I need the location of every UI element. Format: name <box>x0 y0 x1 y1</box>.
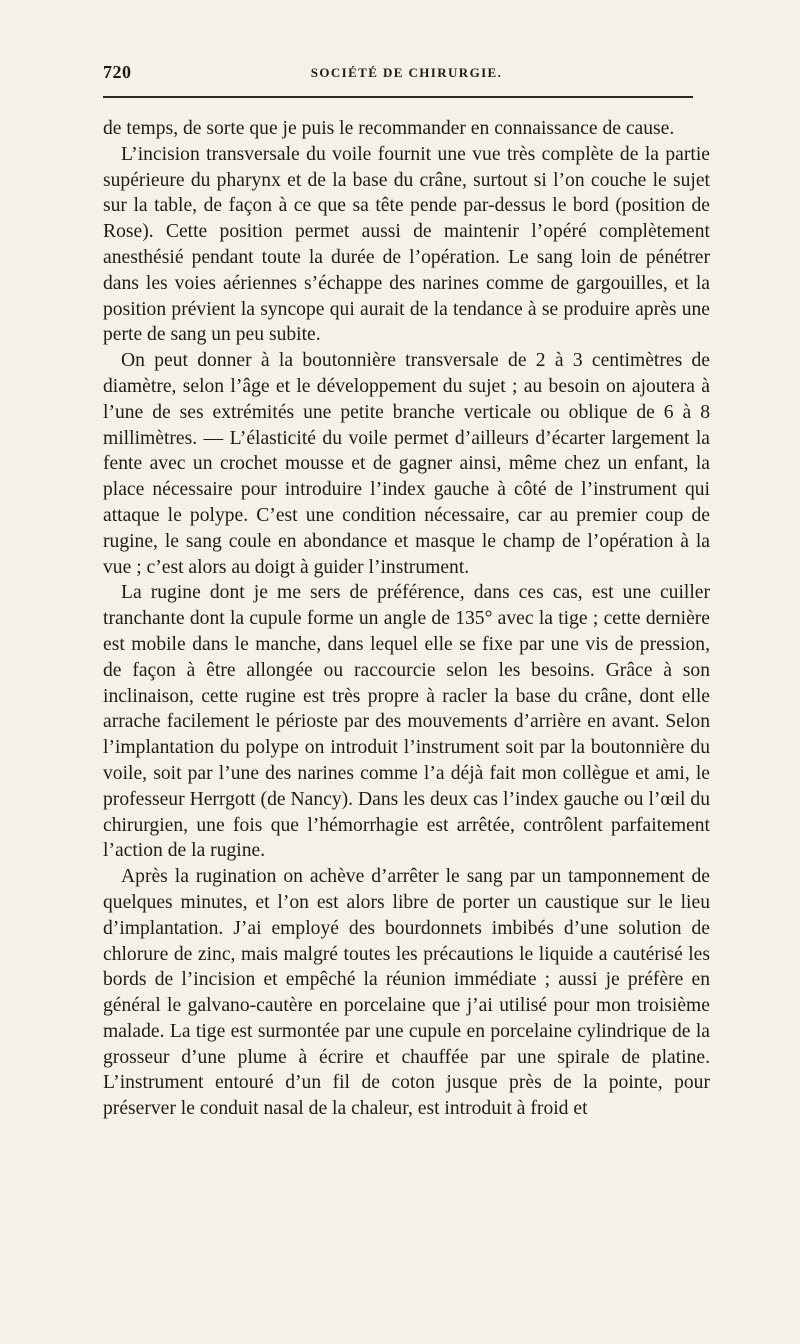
page-number: 720 <box>103 62 132 82</box>
paragraph: On peut donner à la boutonnière transversale de 2 à 3 centimètres de diamètre, selon l’âge et le développement du sujet ; au besoin on ajoutera à l’une de ses extrémités une petite branche verticale ou oblique de 6 à 8 millimètres. — L’élasticité du voile permet d’ailleurs d’écarter largement la fente avec un crochet mousse et de gagner ainsi, même chez un enfant, la place nécessaire pour introduire l’index gauche à côté de l’instrument qui attaque le polype. C’est une condition nécessaire, car au premier coup de rugine, le sang coule en abondance et masque le champ de l’opération à la vue ; c’est alors au doigt à guider l’instrument. <box>103 350 710 578</box>
paragraph-continuation: de temps, de sorte que je puis le recommander en connaissance de cause. <box>103 118 675 139</box>
paragraph: La rugine dont je me sers de préférence, dans ces cas, est une cuiller tranchante dont la cupule forme un angle de 135° avec la tige ; cette dernière est mobile dans le manche, dans lequel elle se fixe par une vis de pression, de façon à être allongée ou raccourcie selon les besoins. Grâce à son inclinaison, cette rugine est très propre à racler la base du crâne, dont elle arrache facilement le périoste par des mouvements d’arrière en avant. Selon l’implantation du polype on introduit l’instrument soit par la boutonnière du voile, soit par l’une des narines comme l’a déjà fait mon collègue et ami, le professeur Herrgott (de Nancy). Dans les deux cas l’index gauche ou l’œil du chirurgien, une fois que l’hémorrhagie est arrêtée, contrôlent parfaitement l’action de la rugine. <box>103 582 710 862</box>
running-title: SOCIÉTÉ DE CHIRURGIE. <box>310 65 503 80</box>
paragraph: L’incision transversale du voile fournit une vue très complète de la partie supérieure du pharynx et de la base du crâne, surtout si l’on couche le sujet sur la table, de façon à ce que sa tête pende par-dessus le bord (position de Rose). Cette position permet aussi de maintenir l’opéré complètement anesthésié pendant toute la durée de l’opération. Le sang loin de pénétrer dans les voies aériennes s’échappe des narines comme de gargouilles, et la position prévient la syncope qui aurait de la tendance à se produire après une perte de sang un peu subite. <box>103 143 710 346</box>
page-header <box>103 62 710 88</box>
book-page <box>103 62 710 1122</box>
paragraph: Après la rugination on achève d’arrêter le sang par un tamponnement de quelques minutes, et l’on est alors libre de porter un caustique sur le lieu d’implantation. J’ai employé des bourdonnets imbibés d’une solution de chlorure de zinc, mais malgré toutes les précautions le liquide a cautérisé les bords de l’incision et empêché la réunion immédiate ; aussi je préfère en général le galvano-cautère en porcelaine que j’ai utilisé pour mon troisième malade. La tige est surmontée par une cupule en porcelaine cylindrique de la grosseur d’une plume à écrire et chauffée par une spirale de platine. L’instrument entouré d’un fil de coton jusque près de la pointe, pour préserver le conduit nasal de la chaleur, est introduit à froid et <box>103 866 710 1120</box>
header-rule <box>103 96 693 98</box>
body-text <box>103 116 710 1122</box>
